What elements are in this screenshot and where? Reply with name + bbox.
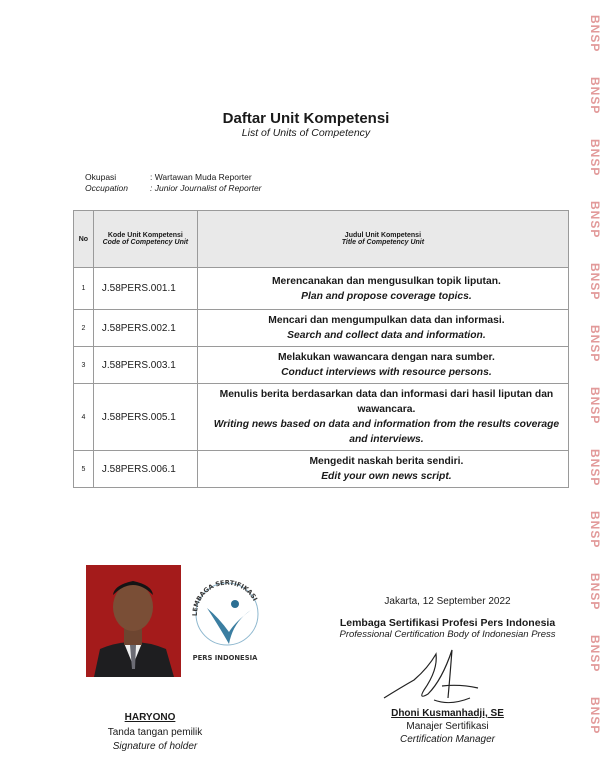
manager-block — [330, 707, 565, 746]
col-title: Judul Unit Kompetensi Title of Competency Unit — [197, 211, 568, 268]
table-row — [74, 310, 569, 347]
bnsp-watermark: BNSP — [588, 511, 602, 549]
bnsp-watermark: BNSP — [588, 387, 602, 425]
bnsp-watermark-strip — [578, 0, 612, 777]
table-row — [74, 347, 569, 384]
manager-title-en: Certification Manager — [399, 734, 496, 745]
issuer-org-en: Professional Certification Body of Indonesian Press — [339, 629, 556, 640]
table-row — [74, 384, 569, 451]
manager-name: Dhoni Kusmanhadji, SE — [391, 708, 504, 719]
row-no: 2 — [74, 310, 94, 347]
table-row — [74, 451, 569, 488]
row-title: Melakukan wawancara dengan nara sumber. Conduct interviews with resource persons. — [197, 347, 568, 384]
bnsp-watermark: BNSP — [588, 139, 602, 177]
manager-title: Manajer Sertifikasi — [406, 721, 489, 732]
issuer-block — [330, 596, 565, 640]
occupation-block — [85, 172, 262, 194]
occupation-label: Okupasi — [85, 172, 117, 182]
bnsp-watermark: BNSP — [588, 201, 602, 239]
holder-name: HARYONO — [124, 712, 176, 723]
row-title: Mengedit naskah berita sendiri. Edit your own news script. — [197, 451, 568, 488]
seal-ring-text: LEMBAGA SERTIFIKASI — [190, 578, 260, 617]
occupation-value: : Wartawan Muda Reporter — [150, 172, 252, 182]
col-no: No — [74, 211, 94, 268]
bnsp-watermark: BNSP — [588, 263, 602, 301]
row-title: Merencanakan dan mengusulkan topik liputan. Plan and propose coverage topics. — [197, 268, 568, 310]
bnsp-watermark: BNSP — [588, 77, 602, 115]
holder-signature-label: Tanda tangan pemilik Signature of holder — [107, 727, 203, 752]
page-title: Daftar Unit Kompetensi — [222, 110, 390, 127]
bnsp-watermark: BNSP — [588, 325, 602, 363]
row-code: J.58PERS.006.1 — [93, 451, 197, 488]
row-code: J.58PERS.002.1 — [93, 310, 197, 347]
bnsp-watermark: BNSP — [588, 697, 602, 735]
issue-date: Jakarta, 12 September 2022 — [384, 596, 511, 607]
table-header — [74, 211, 569, 268]
issuer-org: Lembaga Sertifikasi Profesi Pers Indonesia — [339, 617, 556, 629]
row-no: 4 — [74, 384, 94, 451]
page-subtitle: List of Units of Competency — [241, 127, 371, 139]
occupation-label-en: Occupation — [85, 183, 128, 193]
row-title: Mencari dan mengumpulkan data dan informasi. Search and collect data and information. — [197, 310, 568, 347]
row-title: Menulis berita berdasarkan data dan informasi dari hasil liputan dan wawancara. Writing news based on data and information from the results coverage and interviews. — [197, 384, 568, 451]
holder-photo — [86, 565, 181, 677]
seal-bottom-text: PERS INDONESIA — [192, 654, 258, 662]
bnsp-watermark: BNSP — [588, 635, 602, 673]
svg-text:LEMBAGA SERTIFIKASI PROFESI — [185, 570, 260, 616]
handwritten-signature — [380, 640, 490, 710]
row-code: J.58PERS.005.1 — [93, 384, 197, 451]
institution-seal-logo — [185, 570, 265, 664]
row-no: 3 — [74, 347, 94, 384]
table-row — [74, 268, 569, 310]
bnsp-watermark: BNSP — [588, 15, 602, 53]
row-code: J.58PERS.001.1 — [93, 268, 197, 310]
occupation-value-en: : Junior Journalist of Reporter — [150, 183, 262, 193]
bnsp-watermark: BNSP — [588, 449, 602, 487]
bnsp-watermark: BNSP — [588, 573, 602, 611]
col-code: Kode Unit Kompetensi Code of Competency Unit — [93, 211, 197, 268]
competency-table — [73, 210, 569, 488]
row-no: 1 — [74, 268, 94, 310]
row-code: J.58PERS.003.1 — [93, 347, 197, 384]
row-no: 5 — [74, 451, 94, 488]
